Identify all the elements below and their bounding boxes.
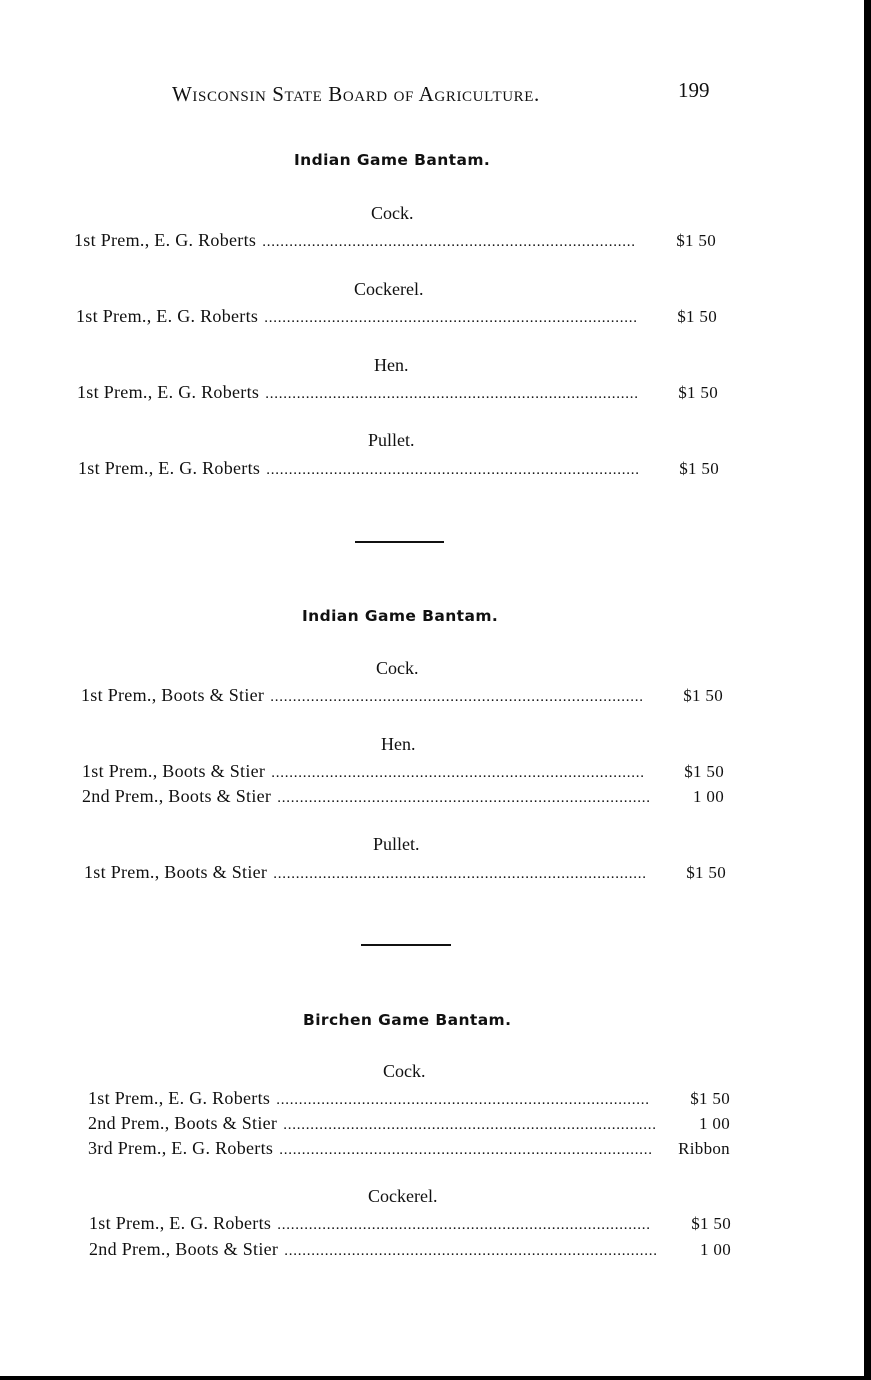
class-heading: Hen. bbox=[381, 734, 416, 754]
dot-leader bbox=[277, 1217, 669, 1234]
entry-label: 1st Prem., E. G. Roberts bbox=[74, 230, 257, 250]
dot-leader bbox=[271, 765, 662, 782]
entry-amount: 1 00 bbox=[699, 1114, 730, 1133]
entry-label: 1st Prem., E. G. Roberts bbox=[76, 306, 259, 326]
dot-leader bbox=[273, 866, 664, 883]
entry-label: 2nd Prem., Boots & Stier bbox=[88, 1113, 278, 1133]
entry-label: 1st Prem., Boots & Stier bbox=[81, 685, 265, 705]
entry-amount: 1 00 bbox=[693, 787, 724, 806]
section-title: Birchen Game Bantam. bbox=[303, 1011, 512, 1029]
entry-amount: $1 50 bbox=[690, 1089, 730, 1108]
entry-amount: 1 00 bbox=[700, 1240, 731, 1259]
entry-amount: $1 50 bbox=[683, 686, 723, 705]
entry-amount: $1 50 bbox=[676, 231, 716, 250]
premium-entry bbox=[82, 786, 724, 807]
premium-entry bbox=[81, 685, 723, 706]
page-edge-right bbox=[864, 0, 871, 1380]
premium-entry bbox=[89, 1239, 731, 1260]
dot-leader bbox=[284, 1243, 669, 1260]
entry-label: 2nd Prem., Boots & Stier bbox=[82, 786, 272, 806]
entry-amount: Ribbon bbox=[678, 1139, 730, 1158]
entry-amount: $1 50 bbox=[678, 383, 718, 402]
dot-leader bbox=[265, 386, 656, 403]
dot-leader bbox=[276, 1092, 668, 1109]
dot-leader bbox=[266, 462, 657, 479]
premium-entry bbox=[89, 1213, 731, 1234]
entry-amount: $1 50 bbox=[677, 307, 717, 326]
premium-entry bbox=[76, 306, 717, 327]
entry-amount: $1 50 bbox=[684, 762, 724, 781]
running-head: Wisconsin State Board of Agriculture. bbox=[172, 82, 540, 106]
page-edge-bottom bbox=[0, 1376, 871, 1380]
entry-label: 1st Prem., E. G. Roberts bbox=[88, 1088, 271, 1108]
section-divider bbox=[355, 541, 444, 543]
section-title: Indian Game Bantam. bbox=[302, 607, 499, 625]
class-heading: Pullet. bbox=[373, 834, 420, 854]
entry-amount: $1 50 bbox=[686, 863, 726, 882]
dot-leader bbox=[283, 1117, 668, 1134]
entry-label: 1st Prem., E. G. Roberts bbox=[77, 382, 260, 402]
entry-amount: $1 50 bbox=[691, 1214, 731, 1233]
premium-entry bbox=[88, 1113, 730, 1134]
class-heading: Cock. bbox=[371, 203, 414, 223]
entry-amount: $1 50 bbox=[679, 459, 719, 478]
entry-label: 1st Prem., Boots & Stier bbox=[84, 862, 268, 882]
entry-label: 1st Prem., E. G. Roberts bbox=[89, 1213, 272, 1233]
dot-leader bbox=[262, 234, 654, 251]
dot-leader bbox=[279, 1142, 668, 1159]
premium-entry bbox=[82, 761, 724, 782]
class-heading: Cockerel. bbox=[354, 279, 424, 299]
premium-entry bbox=[84, 862, 726, 883]
section-divider bbox=[361, 944, 451, 946]
premium-entry bbox=[88, 1138, 730, 1159]
page-number: 199 bbox=[678, 78, 710, 102]
dot-leader bbox=[277, 790, 662, 807]
premium-entry bbox=[88, 1088, 730, 1109]
entry-label: 2nd Prem., Boots & Stier bbox=[89, 1239, 279, 1259]
premium-entry bbox=[78, 458, 719, 479]
entry-label: 1st Prem., Boots & Stier bbox=[82, 761, 266, 781]
class-heading: Pullet. bbox=[368, 430, 415, 450]
entry-label: 1st Prem., E. G. Roberts bbox=[78, 458, 261, 478]
section-title: Indian Game Bantam. bbox=[294, 151, 491, 169]
dot-leader bbox=[264, 310, 655, 327]
class-heading: Cockerel. bbox=[368, 1186, 438, 1206]
entry-label: 3rd Prem., E. G. Roberts bbox=[88, 1138, 274, 1158]
class-heading: Cock. bbox=[383, 1061, 426, 1081]
dot-leader bbox=[270, 689, 661, 706]
premium-entry bbox=[74, 230, 716, 251]
class-heading: Cock. bbox=[376, 658, 419, 678]
class-heading: Hen. bbox=[374, 355, 409, 375]
premium-entry bbox=[77, 382, 718, 403]
